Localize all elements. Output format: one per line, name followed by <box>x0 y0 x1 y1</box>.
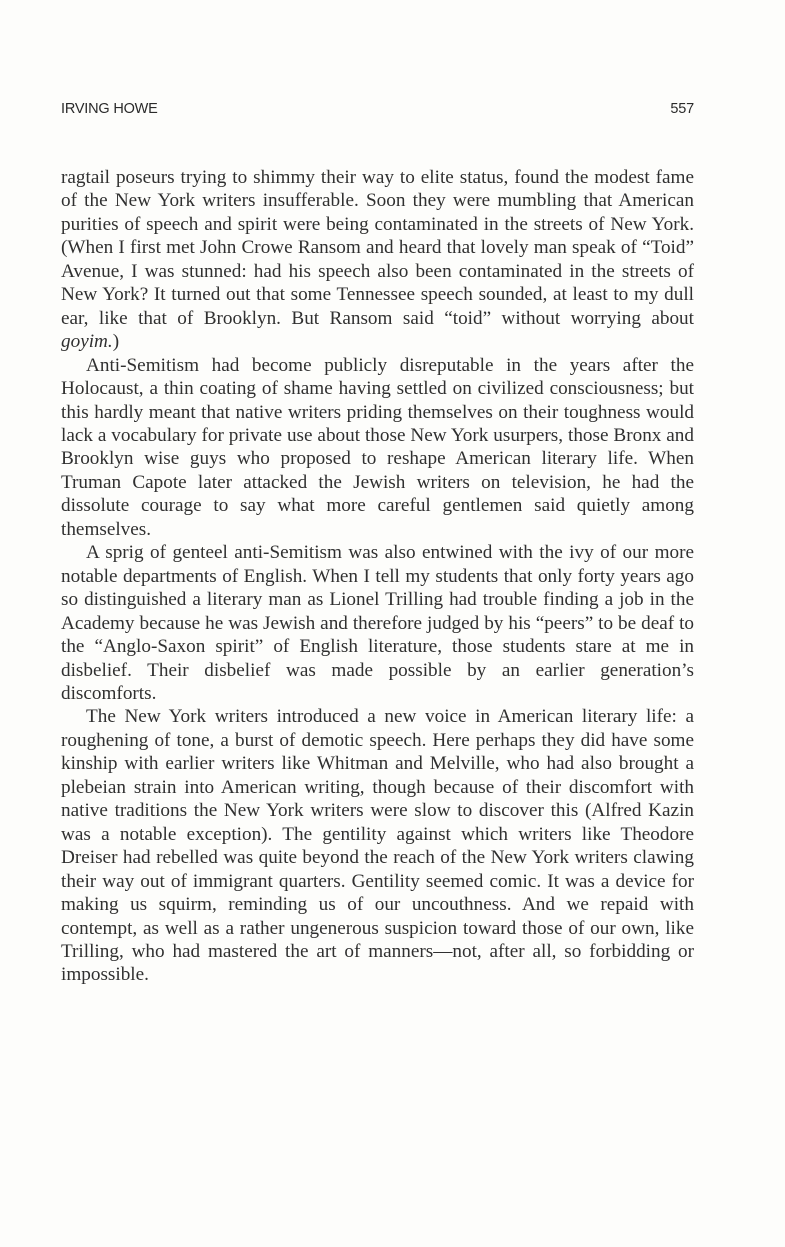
paragraph-4: The New York writers introduced a new voice in American literary life: a roughening of tone, a burst of demotic speech. Here perhaps they did have some kinship with earlier writers like Whitman and Melville, who had also brought a plebeian strain into American writing, though because of their discomfort with native traditions the New York writers were slow to discover this (Alfred Kazin was a notable exception). The gentility against which writers like Theodore Dreiser had rebelled was quite beyond the reach of the New York writers clawing their way out of immigrant quarters. Gentility seemed comic. It was a device for making us squirm, reminding us of our uncouthness. And we repaid with contempt, as well as a rather ungenerous suspicion toward those of our own, like Trilling, who had mastered the art of manners—not, after all, so forbidding or impossible. <box>61 706 694 986</box>
paragraph-1-text: ragtail poseurs trying to shimmy their way to elite status, found the modest fame of the New York writers insufferable. Soon they were mumbling that American purities of speech and spirit were being contaminated in the streets of New York. (When I first met John Crowe Ransom and heard that lovely man speak of “Toid” Avenue, I was stunned: had his speech also been contaminated in the streets of New York? It turned out that some Tennessee speech sounded, at least to my dull ear, like that of Brooklyn. But Ransom said “toid” without worrying about <box>61 167 694 329</box>
running-head-author: IRVING HOWE <box>61 101 158 117</box>
paragraph-1-closing: ) <box>112 331 120 353</box>
paragraph-3: A sprig of genteel anti-Semitism was also entwined with the ivy of our more notable departments of English. When I tell my students that only forty years ago so distinguished a literary man as Lionel Trilling had trouble finding a job in the Academy because he was Jewish and therefore judged by his “peers” to be deaf to the “Anglo-Saxon spirit” of English literature, those students stare at me in disbelief. Their disbelief was made possible by an earlier generation’s discomforts. <box>61 542 694 704</box>
paragraph-2: Anti-Semitism had become publicly disreputable in the years after the Holocaust, a thin coating of shame having settled on civilized consciousness; but this hardly meant that native writers priding themselves on their toughness would lack a vocabulary for private use about those New York usurpers, those Bronx and Brooklyn wise guys who proposed to reshape American literary life. When Truman Capote later attacked the Jewish writers on television, he had the dissolute courage to say what more careful gentlemen said quietly among themselves. <box>61 354 694 540</box>
body-text <box>61 166 694 987</box>
page-number: 557 <box>670 101 694 117</box>
paragraph-1-italic-word: goyim. <box>61 331 113 353</box>
paragraph-1 <box>61 166 694 354</box>
running-head <box>61 101 694 121</box>
